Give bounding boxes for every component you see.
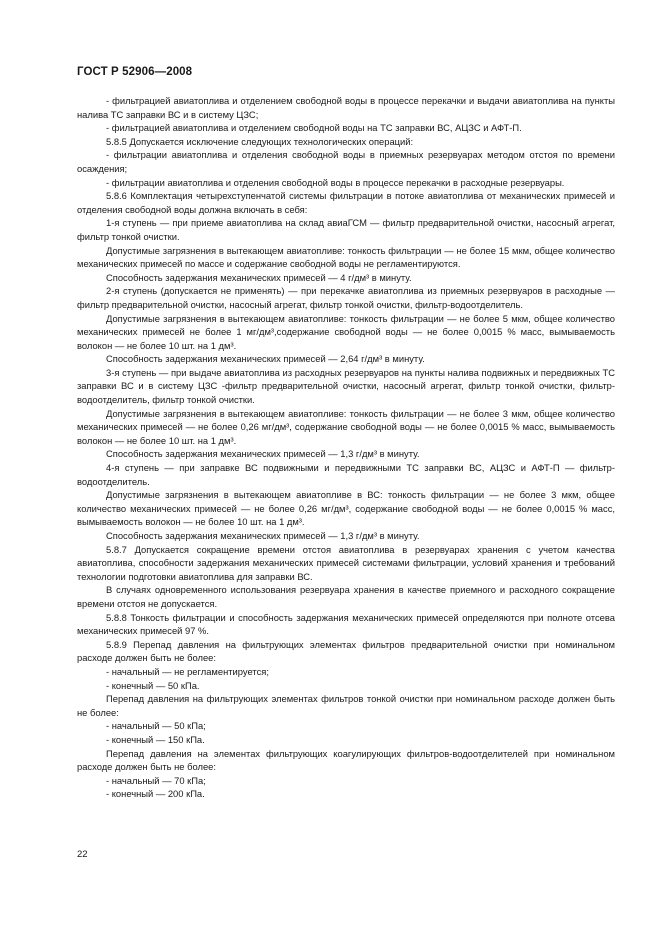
list-item: - фильтрацией авиатоплива и отделением свободной воды на ТС заправки ВС, АЦЗС и АФТ-П. (106, 122, 522, 134)
paragraph: Допустимые загрязнения в вытекающем авиатопливе: тонкость фильтрации — не более 5 мкм, общее количество механических примесей не более 1 мг/дм³,содержание свободной воды — не более 0,0015 % масс, вымываемость волокон — не более 10 шт. на 1 дм³. (77, 312, 615, 351)
paragraph: Допустимые загрязнения в вытекающем авиатопливе: тонкость фильтрации — не более 3 мкм, общее количество механических примесей — не более 0,26 мг/дм³, содержание свободной воды — не более 0,0015 % масс, вымываемость волокон — не более 10 шт. на 1 дм³. (77, 407, 615, 446)
paragraph: 5.8.9 Перепад давления на фильтрующих элементах фильтров предварительной очистки при номинальном расходе должен быть не более: (77, 638, 615, 664)
paragraph: 1-я ступень — при приеме авиатоплива на склад авиаГСМ — фильтр предварительной очистки, насосный агрегат, фильтр тонкой очистки. (77, 217, 615, 242)
list-item: - конечный — 50 кПа. (106, 679, 200, 691)
list-item: - фильтрации авиатоплива и отделения свободной воды в процессе перекачки в расходные резервуары. (106, 176, 565, 188)
list-item: - начальный — 50 кПа; (106, 720, 206, 732)
paragraph: Способность задержания механических примесей — 1,3 г/дм³ в минуту. (106, 448, 420, 460)
paragraph: Допустимые загрязнения в вытекающем авиатопливе в ВС: тонкость фильтрации — не более 3 мкм, общее количество механических примесей — не более 0,26 мг/дм³, содержание свободной воды — не более 0,0015 % масс, вымываемость волокон — не более 10 шт. на 1 дм³. (77, 489, 615, 528)
page-number: 22 (77, 849, 88, 860)
paragraph: 5.8.8 Тонкость фильтрации и способность задержания механических примесей определяются при полноте отсева механических примесей 97 %. (77, 611, 615, 637)
list-item: - конечный — 200 кПа. (106, 788, 205, 800)
paragraph: Перепад давления на фильтрующих элементах фильтров тонкой очистки при номинальном расходе должен быть не более: (77, 693, 615, 718)
document-body (77, 94, 615, 801)
list-item: - фильтрацией авиатоплива и отделением свободной воды в процессе перекачки и выдачи авиатоплива на пункты налива ТС заправки ВС и в систему ЦЗС; (77, 95, 615, 120)
paragraph: Способность задержания механических примесей — 1,3 г/дм³ в минуту. (106, 530, 420, 541)
paragraph: Допустимые загрязнения в вытекающем авиатопливе: тонкость фильтрации — не более 15 мкм, общее количество механических примесей по массе и содержание свободной воды не регламентируются. (77, 244, 615, 270)
paragraph: 3-я ступень — при выдаче авиатоплива из расходных резервуаров на пункты налива подвижных и передвижных ТС заправки ВС и в систему ЦЗС -фильтр предварительной очистки, насосный агрегат, фильтр тонкой очистки, фильтр-водоотделитель, фильтр тонкой очистки. (77, 366, 615, 406)
list-item: - фильтрации авиатоплива и отделения свободной воды в приемных резервуарах методом отстоя по времени осаждения; (77, 149, 615, 174)
paragraph: 5.8.5 Допускается исключение следующих технологических операций: (106, 135, 414, 147)
paragraph: Перепад давления на элементах фильтрующих коагулирующих фильтров-водоотделителей при номинальном расходе должен быть не более: (77, 747, 615, 773)
paragraph: Способность задержания механических примесей — 2,64 г/дм³ в минуту. (106, 353, 425, 365)
paragraph: 4-я ступень — при заправке ВС подвижными и передвижными ТС заправки ВС, АЦЗС и АФТ-П — фильтр-водоотделитель. (77, 462, 615, 487)
paragraph: В случаях одновременного использования резервуара хранения в качестве приемного и расходного сокращение времени отстоя не допускается. (77, 584, 615, 609)
paragraph: 2-я ступень (допускается не применять) — при перекачке авиатоплива из приемных резервуаров в расходные — фильтр предварительной очистки, насосный агрегат, фильтр тонкой очистки, фильтр-водоотделитель. (77, 285, 615, 310)
list-item: - начальный — 70 кПа; (106, 774, 206, 786)
paragraph: Способность задержания механических примесей — 4 г/дм³ в минуту. (106, 271, 412, 283)
paragraph: 5.8.7 Допускается сокращение времени отстоя авиатоплива в резервуарах хранения с учетом качества авиатоплива, способности задержания механических примесей системами фильтрации, условий хранения и требований технологии подготовки авиатоплива для заправки ВС. (77, 543, 615, 582)
list-item: - начальный — не регламентируется; (106, 665, 269, 677)
document-header: ГОСТ Р 52906—2008 (77, 66, 193, 78)
list-item: - конечный — 150 кПа. (106, 733, 205, 745)
paragraph: 5.8.6 Комплектация четырехступенчатой системы фильтрации в потоке авиатоплива от механических примесей и отделения свободной воды должна включать в себя: (77, 190, 615, 215)
